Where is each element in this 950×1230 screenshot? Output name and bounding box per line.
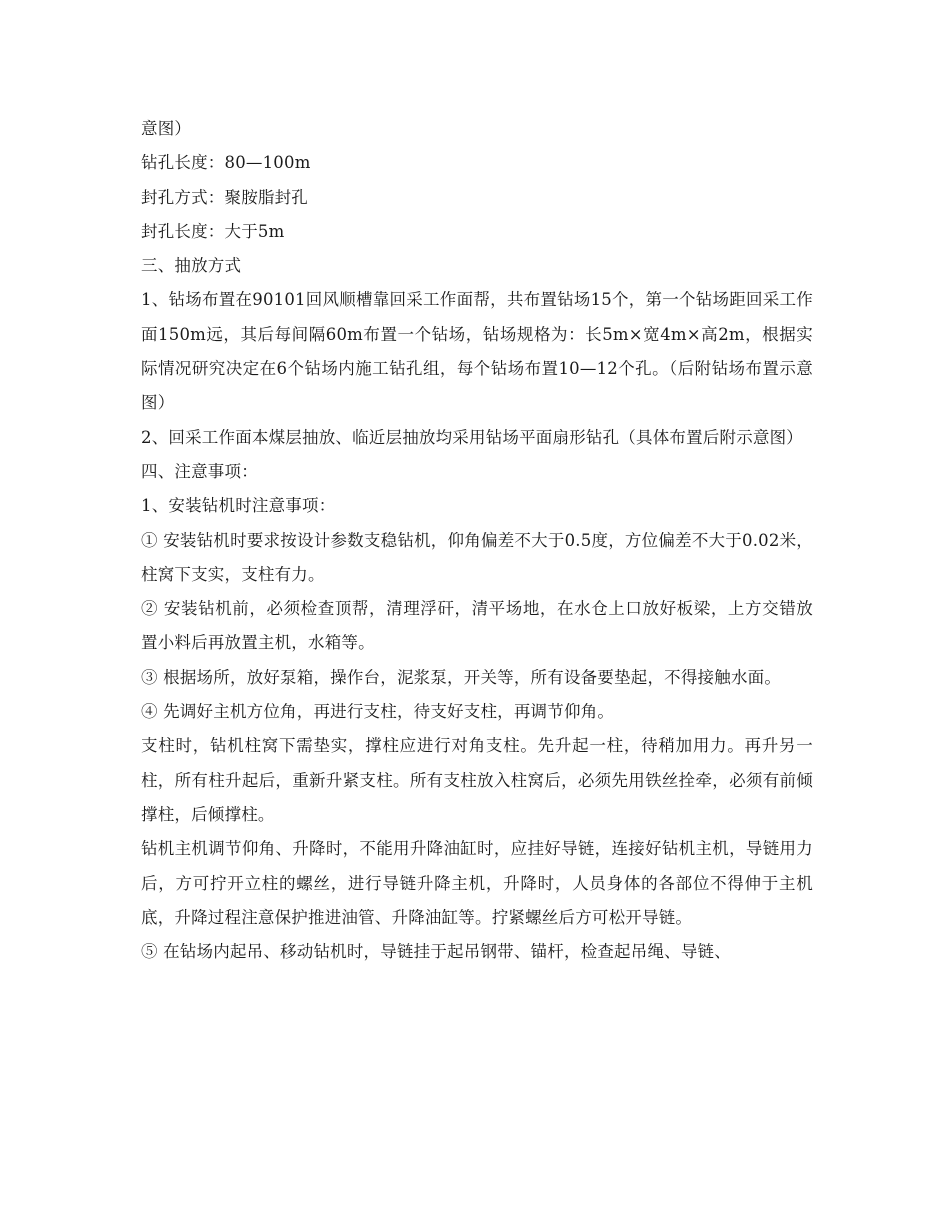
paragraph-fan-drilling: 2、回采工作面本煤层抽放、临近层抽放均采用钻场平面扇形钻孔（具体布置后附示意图） [141,427,803,447]
paragraph-drill-site-layout: 1、钻场布置在90101回风顺槽靠回采工作面帮，共布置钻场15个，第一个钻场距回采工作面150m远，其后每间隔60m布置一个钻场，钻场规格为：长5m×宽4m×高2m，根据实际情况研究决定在6个钻场内施工钻孔组，每个钻场布置10—12个孔。（后附钻场布置示意图） [141,290,813,413]
paragraph-sealing-method: 封孔方式：聚胺脂封孔 [141,187,308,207]
section-heading-precautions: 四、注意事项： [141,461,258,481]
section-heading-drainage-method: 三、抽放方式 [141,256,242,276]
paragraph-borehole-length: 钻孔长度：80—100m [141,153,311,173]
list-item-5: ⑤ 在钻场内起吊、移动钻机时，导链挂于起吊钢带、锚杆，检查起吊绳、导链、 [141,942,731,962]
paragraph-host-adjustment: 钻机主机调节仰角、升降时，不能用升降油缸时，应挂好导链，连接好钻机主机，导链用力后，方可拧开立柱的螺丝，进行导链升降主机，升降时，人员身体的各部位不得伸于主机底，升降过程注意保护推进油管、升降油缸等。拧紧螺丝后方可松开导链。 [141,839,813,927]
list-item-1: ① 安装钻机时要求按设计参数支稳钻机，仰角偏差不大于0.5度，方位偏差不大于0.02米，柱窝下支实，支柱有力。 [141,530,813,584]
paragraph-sealing-length: 封孔长度：大于5m [141,221,285,241]
paragraph-diagram-note-tail: 意图） [141,119,192,138]
subheading-drill-installation: 1、安装钻机时注意事项： [141,496,336,516]
document-body [141,112,813,969]
list-item-4: ④ 先调好主机方位角，再进行支柱，待支好支柱，再调节仰角。 [141,702,615,722]
paragraph-prop-support: 支柱时，钻机柱窝下需垫实，撑柱应进行对角支柱。先升起一柱，待稍加用力。再升另一柱，所有柱升起后，重新升紧支柱。所有支柱放入柱窝后，必须先用铁丝拴牵，必须有前倾撑柱，后倾撑柱。 [141,736,813,824]
list-item-3: ③ 根据场所，放好泵箱，操作台，泥浆泵，开关等，所有设备要垫起，不得接触水面。 [141,667,782,687]
list-item-2: ② 安装钻机前，必须检查顶帮，清理浮矸，清平场地，在水仓上口放好板梁，上方交错放置小料后再放置主机，水箱等。 [141,599,813,653]
